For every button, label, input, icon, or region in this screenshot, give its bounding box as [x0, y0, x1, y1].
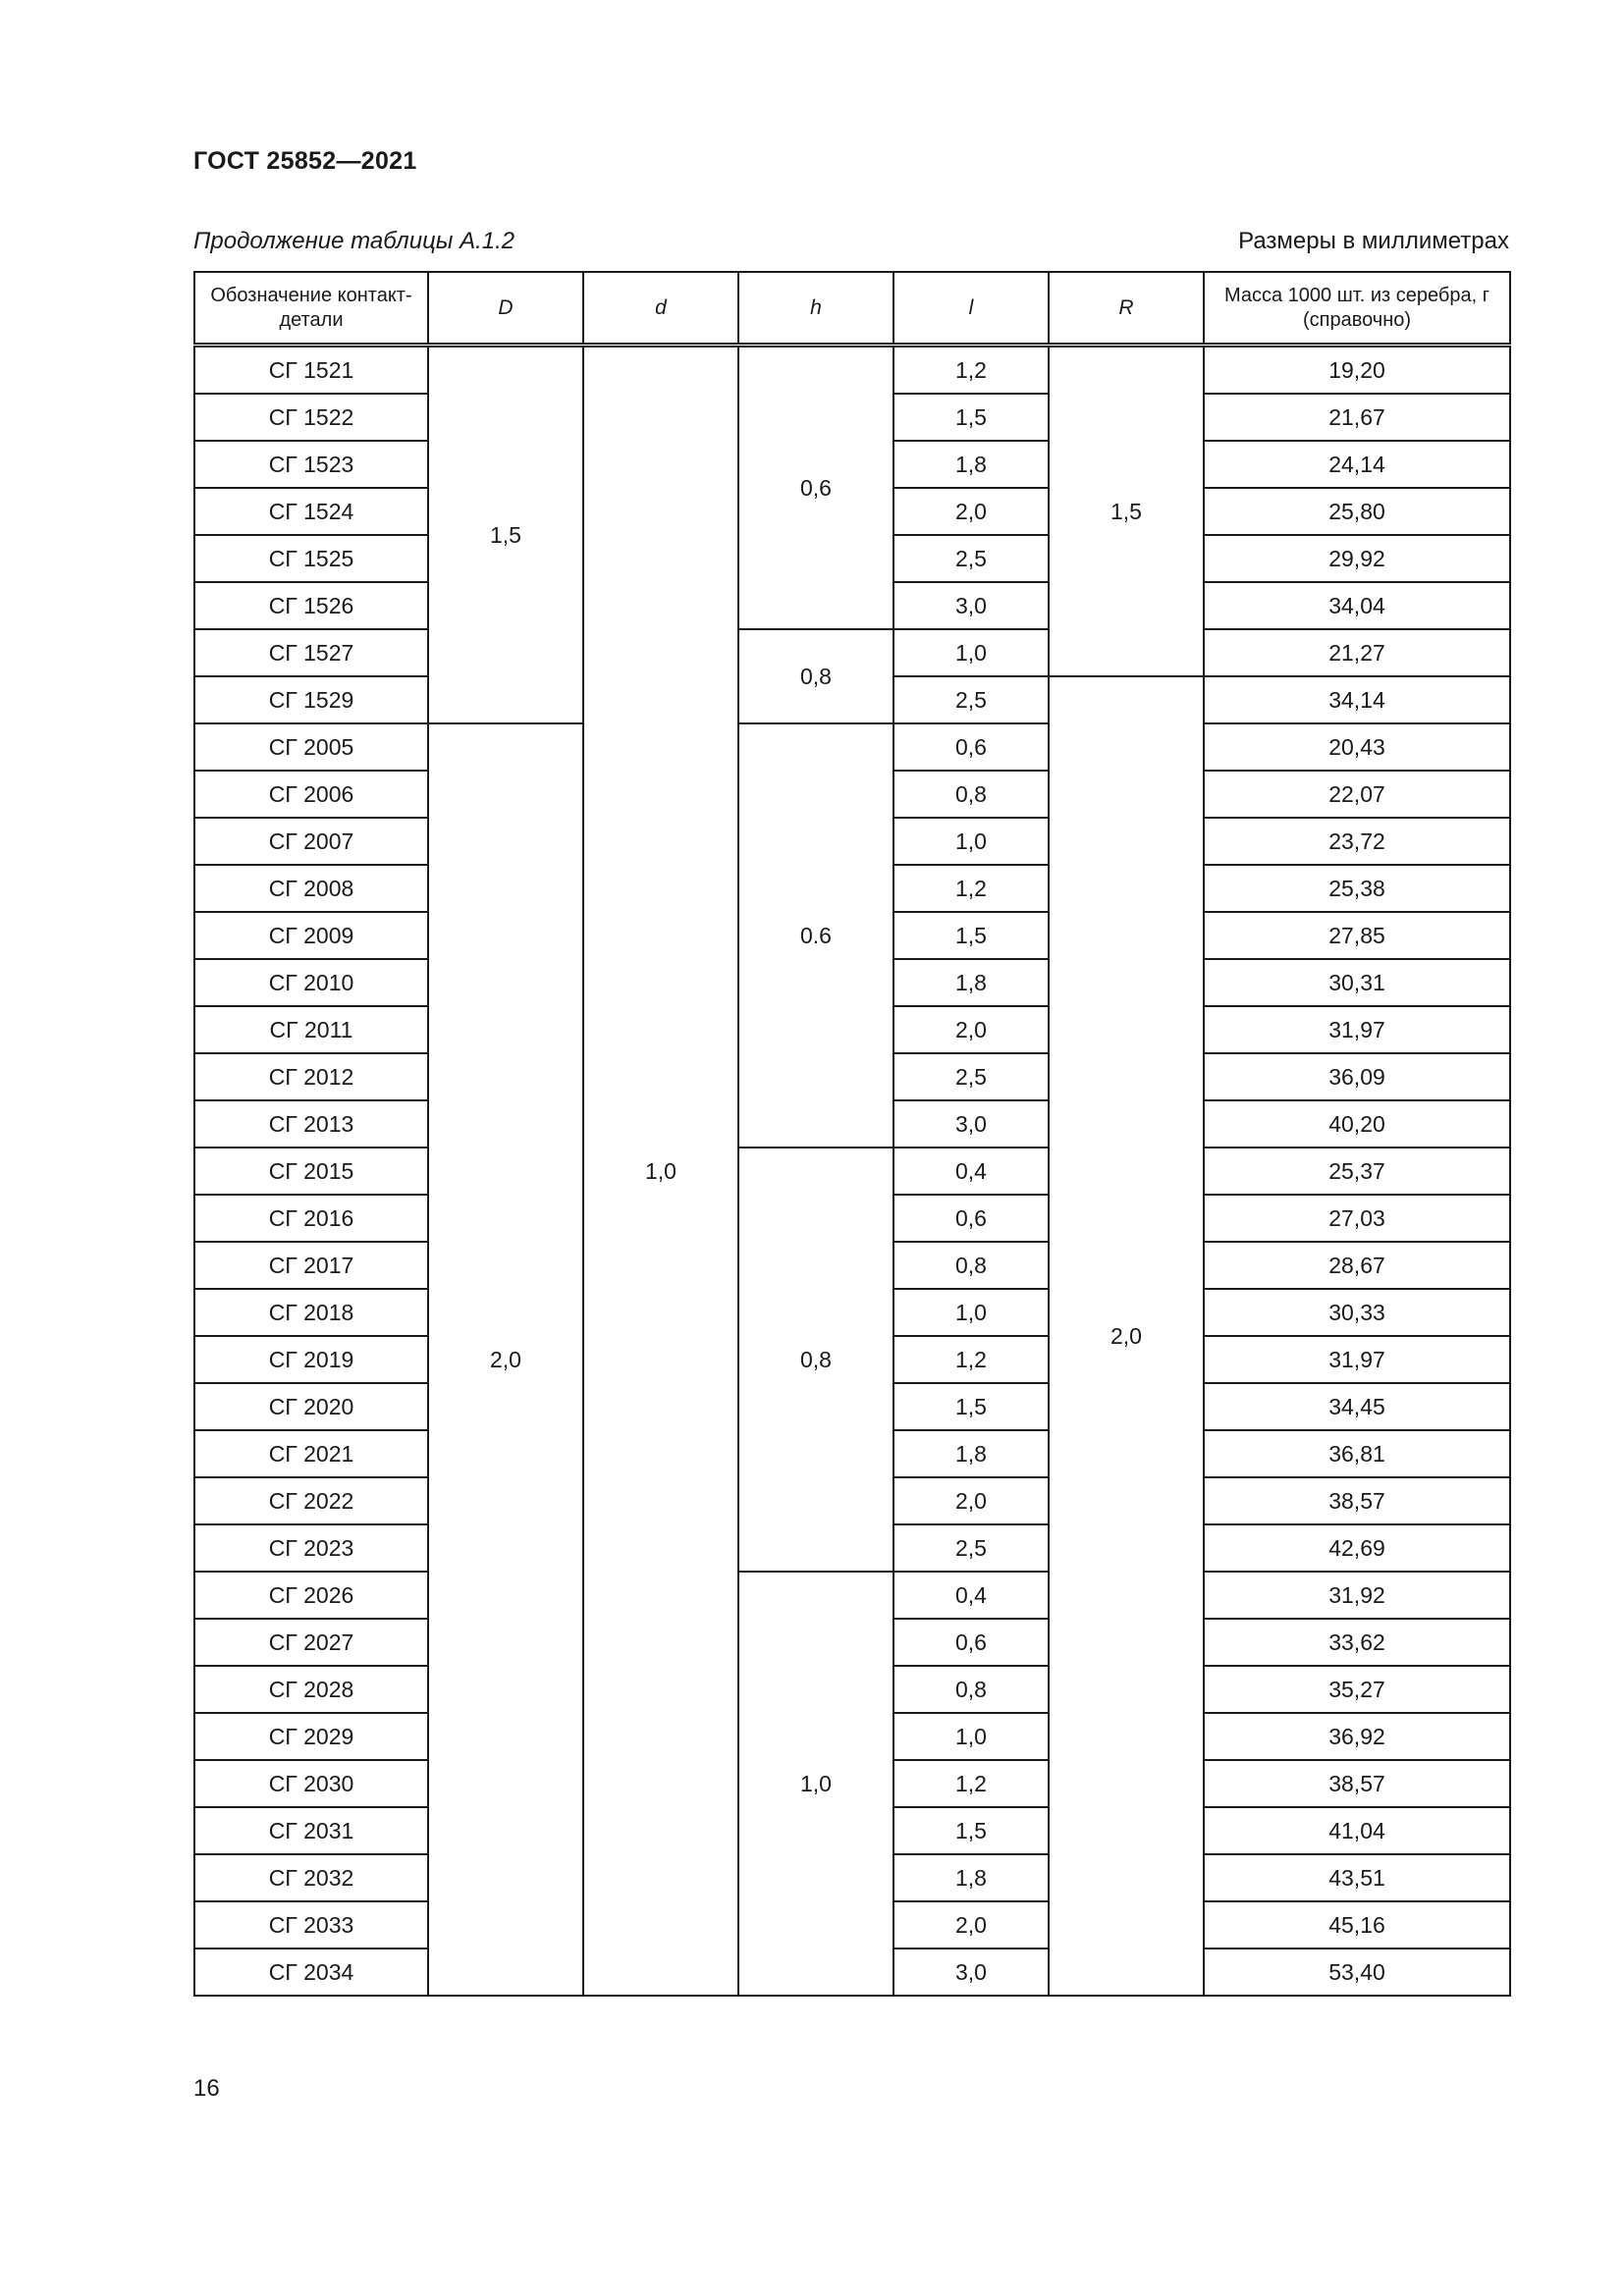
cell-designation: СГ 2031: [194, 1807, 428, 1854]
cell-h: 1,0: [738, 1572, 893, 1996]
cell-mass: 38,57: [1204, 1760, 1510, 1807]
cell-l: 1,5: [893, 912, 1049, 959]
cell-mass: 31,97: [1204, 1336, 1510, 1383]
cell-l: 2,0: [893, 488, 1049, 535]
cell-designation: СГ 2032: [194, 1854, 428, 1901]
cell-h: 0.6: [738, 723, 893, 1148]
cell-l: 2,5: [893, 535, 1049, 582]
cell-mass: 31,97: [1204, 1006, 1510, 1053]
col-header-R: R: [1049, 272, 1204, 346]
cell-mass: 21,67: [1204, 394, 1510, 441]
col-header-l: l: [893, 272, 1049, 346]
cell-mass: 38,57: [1204, 1477, 1510, 1524]
dimensions-table: [193, 271, 1511, 1997]
cell-mass: 22,07: [1204, 771, 1510, 818]
cell-designation: СГ 2016: [194, 1195, 428, 1242]
cell-designation: СГ 1523: [194, 441, 428, 488]
table-row: [194, 346, 1510, 395]
cell-R: 2,0: [1049, 676, 1204, 1996]
cell-mass: 29,92: [1204, 535, 1510, 582]
cell-l: 0,4: [893, 1572, 1049, 1619]
cell-mass: 36,81: [1204, 1430, 1510, 1477]
cell-mass: 31,92: [1204, 1572, 1510, 1619]
table-body: [194, 346, 1510, 1997]
cell-designation: СГ 1525: [194, 535, 428, 582]
cell-l: 1,0: [893, 629, 1049, 676]
cell-l: 2,5: [893, 1053, 1049, 1100]
cell-designation: СГ 2010: [194, 959, 428, 1006]
cell-h: 0,6: [738, 346, 893, 630]
cell-l: 2,0: [893, 1901, 1049, 1949]
cell-l: 1,0: [893, 818, 1049, 865]
cell-designation: СГ 2006: [194, 771, 428, 818]
cell-l: 1,8: [893, 1430, 1049, 1477]
table-row: [194, 1148, 1510, 1195]
cell-mass: 28,67: [1204, 1242, 1510, 1289]
table-row: [194, 723, 1510, 771]
cell-designation: СГ 2034: [194, 1949, 428, 1996]
cell-l: 1,5: [893, 1383, 1049, 1430]
cell-l: 1,8: [893, 1854, 1049, 1901]
cell-mass: 53,40: [1204, 1949, 1510, 1996]
cell-d: 1,0: [583, 346, 738, 1997]
cell-l: 1,2: [893, 1336, 1049, 1383]
cell-l: 1,2: [893, 865, 1049, 912]
table-row: [194, 629, 1510, 676]
col-header-D: D: [428, 272, 583, 346]
cell-R: 1,5: [1049, 346, 1204, 677]
cell-l: 0,4: [893, 1148, 1049, 1195]
cell-mass: 27,85: [1204, 912, 1510, 959]
cell-designation: СГ 1527: [194, 629, 428, 676]
table-continuation-caption: Продолжение таблицы А.1.2: [193, 228, 515, 254]
cell-h: 0,8: [738, 1148, 893, 1572]
cell-designation: СГ 2009: [194, 912, 428, 959]
cell-mass: 41,04: [1204, 1807, 1510, 1854]
cell-l: 2,0: [893, 1006, 1049, 1053]
cell-designation: СГ 2013: [194, 1100, 428, 1148]
cell-mass: 23,72: [1204, 818, 1510, 865]
cell-mass: 45,16: [1204, 1901, 1510, 1949]
cell-l: 3,0: [893, 1949, 1049, 1996]
cell-l: 1,5: [893, 1807, 1049, 1854]
cell-mass: 34,04: [1204, 582, 1510, 629]
cell-l: 3,0: [893, 1100, 1049, 1148]
page-number: 16: [193, 2075, 220, 2102]
cell-designation: СГ 2033: [194, 1901, 428, 1949]
cell-l: 0,8: [893, 1666, 1049, 1713]
cell-mass: 25,38: [1204, 865, 1510, 912]
cell-mass: 24,14: [1204, 441, 1510, 488]
cell-designation: СГ 2029: [194, 1713, 428, 1760]
cell-mass: 30,33: [1204, 1289, 1510, 1336]
cell-h: 0,8: [738, 629, 893, 723]
cell-l: 2,5: [893, 676, 1049, 723]
cell-mass: 25,80: [1204, 488, 1510, 535]
cell-l: 1,8: [893, 959, 1049, 1006]
cell-mass: 42,69: [1204, 1524, 1510, 1572]
cell-mass: 27,03: [1204, 1195, 1510, 1242]
cell-designation: СГ 2012: [194, 1053, 428, 1100]
cell-designation: СГ 2021: [194, 1430, 428, 1477]
cell-designation: СГ 2026: [194, 1572, 428, 1619]
cell-l: 0,8: [893, 771, 1049, 818]
cell-mass: 30,31: [1204, 959, 1510, 1006]
cell-designation: СГ 1524: [194, 488, 428, 535]
cell-l: 3,0: [893, 582, 1049, 629]
cell-designation: СГ 2020: [194, 1383, 428, 1430]
cell-D: 1,5: [428, 346, 583, 724]
cell-designation: СГ 2007: [194, 818, 428, 865]
cell-D: 2,0: [428, 723, 583, 1996]
cell-designation: СГ 1529: [194, 676, 428, 723]
cell-mass: 21,27: [1204, 629, 1510, 676]
cell-mass: 36,92: [1204, 1713, 1510, 1760]
table-row: [194, 1572, 1510, 1619]
cell-designation: СГ 2028: [194, 1666, 428, 1713]
document-header: ГОСТ 25852—2021: [193, 147, 417, 175]
cell-designation: СГ 2011: [194, 1006, 428, 1053]
cell-l: 0,8: [893, 1242, 1049, 1289]
cell-designation: СГ 2030: [194, 1760, 428, 1807]
col-header-h: h: [738, 272, 893, 346]
col-header-d: d: [583, 272, 738, 346]
cell-mass: 25,37: [1204, 1148, 1510, 1195]
cell-designation: СГ 2017: [194, 1242, 428, 1289]
cell-designation: СГ 2005: [194, 723, 428, 771]
cell-mass: 40,20: [1204, 1100, 1510, 1148]
cell-mass: 20,43: [1204, 723, 1510, 771]
cell-l: 2,0: [893, 1477, 1049, 1524]
cell-designation: СГ 2023: [194, 1524, 428, 1572]
cell-l: 1,5: [893, 394, 1049, 441]
cell-mass: 34,45: [1204, 1383, 1510, 1430]
cell-l: 1,2: [893, 346, 1049, 395]
cell-l: 1,0: [893, 1713, 1049, 1760]
cell-mass: 33,62: [1204, 1619, 1510, 1666]
cell-l: 1,2: [893, 1760, 1049, 1807]
cell-mass: 43,51: [1204, 1854, 1510, 1901]
cell-mass: 35,27: [1204, 1666, 1510, 1713]
cell-designation: СГ 2008: [194, 865, 428, 912]
cell-designation: СГ 2022: [194, 1477, 428, 1524]
cell-l: 1,0: [893, 1289, 1049, 1336]
cell-designation: СГ 1522: [194, 394, 428, 441]
cell-designation: СГ 1521: [194, 346, 428, 395]
cell-designation: СГ 2027: [194, 1619, 428, 1666]
cell-designation: СГ 2019: [194, 1336, 428, 1383]
cell-designation: СГ 2015: [194, 1148, 428, 1195]
col-header-mass: Масса 1000 шт. из серебра, г (справочно): [1204, 272, 1510, 346]
cell-mass: 19,20: [1204, 346, 1510, 395]
cell-l: 1,8: [893, 441, 1049, 488]
cell-l: 0,6: [893, 1195, 1049, 1242]
cell-l: 0,6: [893, 1619, 1049, 1666]
cell-designation: СГ 1526: [194, 582, 428, 629]
col-header-designation: Обозначение контакт-детали: [194, 272, 428, 346]
units-caption: Размеры в миллиметрах: [1238, 228, 1509, 254]
cell-l: 0,6: [893, 723, 1049, 771]
cell-l: 2,5: [893, 1524, 1049, 1572]
cell-mass: 34,14: [1204, 676, 1510, 723]
table-header-row: [194, 272, 1510, 346]
cell-mass: 36,09: [1204, 1053, 1510, 1100]
cell-designation: СГ 2018: [194, 1289, 428, 1336]
